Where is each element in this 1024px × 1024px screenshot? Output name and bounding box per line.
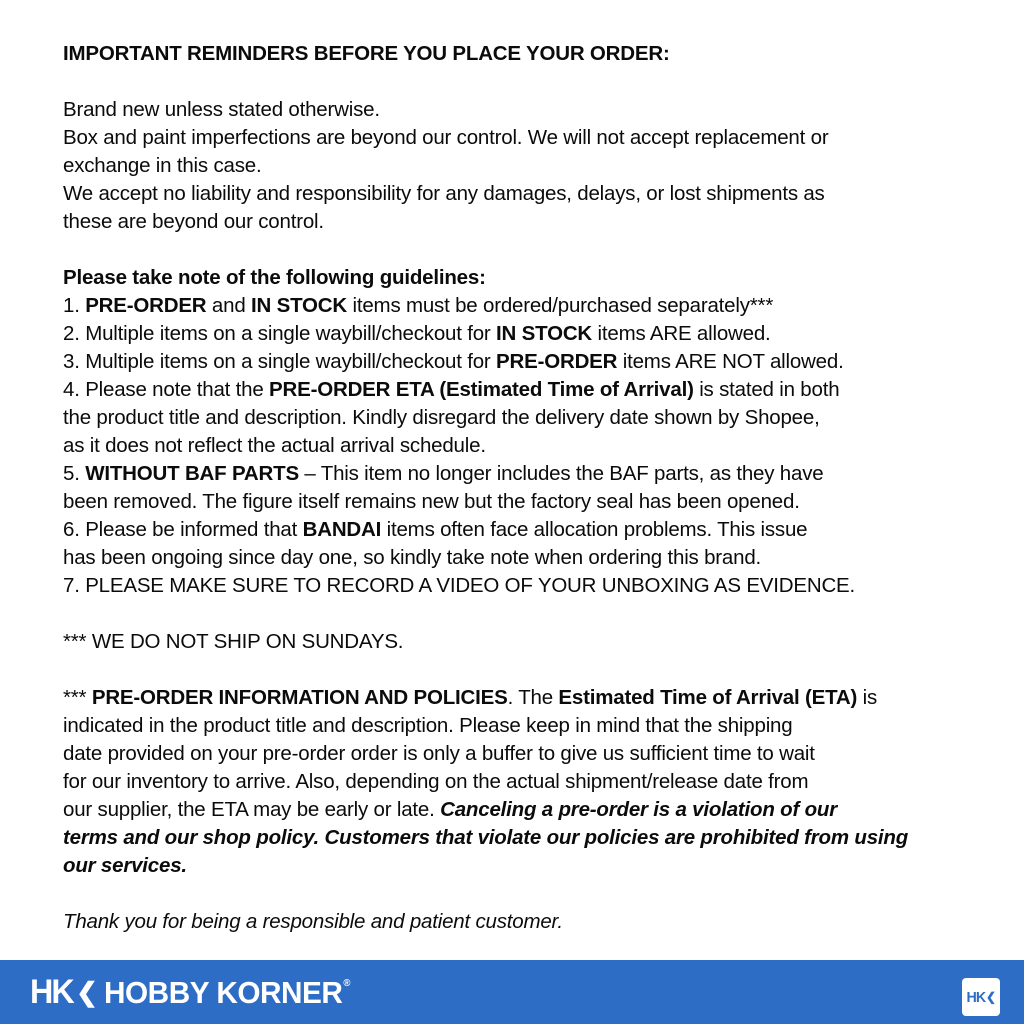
text-line bbox=[63, 292, 980, 320]
text-segment: Canceling a pre-order is a violation of our bbox=[440, 798, 838, 821]
text-line bbox=[63, 908, 980, 936]
text-line bbox=[63, 208, 980, 236]
text-line bbox=[63, 404, 980, 432]
text-segment: been removed. The figure itself remains new but the factory seal has been opened. bbox=[63, 490, 800, 513]
text-segment: has been ongoing since day one, so kindly take note when ordering this brand. bbox=[63, 546, 762, 569]
hobby-korner-logo bbox=[30, 975, 359, 1009]
hk-badge-mark: HK bbox=[966, 988, 986, 1006]
text-segment: 3. Multiple items on a single waybill/checkout for bbox=[63, 350, 497, 373]
text-segment: BANDAI bbox=[302, 518, 382, 541]
text-segment: PRE-ORDER ETA (Estimated Time of Arrival) bbox=[269, 378, 694, 401]
text-segment: WITHOUT BAF PARTS bbox=[85, 462, 299, 485]
text-line bbox=[63, 348, 980, 376]
text-line bbox=[63, 96, 980, 124]
text-segment: and bbox=[206, 294, 252, 317]
text-segment: Brand new unless stated otherwise. bbox=[63, 98, 380, 121]
text-line bbox=[63, 40, 980, 68]
policy-block-preorder-policies bbox=[63, 684, 980, 880]
hk-corner-badge bbox=[962, 978, 1000, 1016]
text-segment: IN STOCK bbox=[496, 322, 593, 345]
text-segment: our supplier, the ETA may be early or late. bbox=[63, 798, 441, 821]
text-segment: items must be ordered/purchased separately*** bbox=[347, 294, 774, 317]
text-line bbox=[63, 516, 980, 544]
text-line bbox=[63, 852, 980, 880]
text-segment: as it does not reflect the actual arrival schedule. bbox=[63, 434, 486, 457]
text-segment: IMPORTANT REMINDERS BEFORE YOU PLACE YOUR ORDER: bbox=[63, 42, 670, 65]
text-segment: Estimated Time of Arrival (ETA) bbox=[558, 686, 858, 709]
text-segment: *** bbox=[63, 686, 92, 709]
text-line bbox=[63, 572, 980, 600]
brand-wordmark-text: HOBBY KORNER bbox=[103, 974, 343, 1010]
text-segment: the product title and description. Kindly disregard the delivery date shown by Shopee, bbox=[63, 406, 820, 429]
text-segment: for our inventory to arrive. Also, depending on the actual shipment/release date from bbox=[63, 770, 809, 793]
text-segment: 1. bbox=[63, 294, 86, 317]
text-line bbox=[63, 740, 980, 768]
text-line bbox=[63, 796, 980, 824]
text-line bbox=[63, 124, 980, 152]
text-segment: IN STOCK bbox=[251, 294, 348, 317]
text-segment: exchange in this case. bbox=[63, 154, 262, 177]
text-segment: Box and paint imperfections are beyond our control. We will not accept replacement or bbox=[63, 126, 829, 149]
policy-block-intro bbox=[63, 96, 980, 236]
text-segment: items ARE NOT allowed. bbox=[617, 350, 844, 373]
text-line bbox=[63, 432, 980, 460]
text-segment: items ARE allowed. bbox=[592, 322, 771, 345]
text-segment: We accept no liability and responsibility for any damages, delays, or lost shipments as bbox=[63, 182, 825, 205]
text-segment: 7. PLEASE MAKE SURE TO RECORD A VIDEO OF YOUR UNBOXING AS EVIDENCE. bbox=[63, 574, 856, 597]
text-line bbox=[63, 460, 980, 488]
text-line bbox=[63, 320, 980, 348]
text-line bbox=[63, 712, 980, 740]
text-segment: . The bbox=[507, 686, 559, 709]
text-segment: Please take note of the following guidelines: bbox=[63, 266, 486, 289]
text-line bbox=[63, 628, 980, 656]
hk-logo-mark: HK bbox=[30, 973, 73, 1011]
text-line bbox=[63, 544, 980, 572]
brand-wordmark bbox=[103, 974, 350, 1010]
policy-block-guidelines bbox=[63, 264, 980, 600]
text-line bbox=[63, 824, 980, 852]
text-line bbox=[63, 152, 980, 180]
text-segment: PRE-ORDER bbox=[496, 350, 618, 373]
text-line bbox=[63, 684, 980, 712]
text-segment: 6. Please be informed that bbox=[63, 518, 303, 541]
left-chevron-icon: ❮ bbox=[986, 990, 997, 1004]
text-segment: these are beyond our control. bbox=[63, 210, 324, 233]
text-segment: *** WE DO NOT SHIP ON SUNDAYS. bbox=[63, 630, 404, 653]
text-segment: is stated in both bbox=[693, 378, 840, 401]
text-segment: 5. bbox=[63, 462, 86, 485]
text-line bbox=[63, 488, 980, 516]
text-segment: Thank you for being a responsible and patient customer. bbox=[63, 910, 563, 933]
text-segment: – This item no longer includes the BAF parts, as they have bbox=[298, 462, 824, 485]
policy-block-thank-you bbox=[63, 908, 980, 936]
text-line bbox=[63, 180, 980, 208]
text-segment: items often face allocation problems. This issue bbox=[381, 518, 808, 541]
text-segment: PRE-ORDER bbox=[85, 294, 207, 317]
policy-text bbox=[63, 40, 980, 936]
registered-trademark-symbol: ® bbox=[343, 977, 350, 989]
text-segment: PRE-ORDER INFORMATION AND POLICIES bbox=[91, 686, 508, 709]
text-segment: 4. Please note that the bbox=[63, 378, 270, 401]
text-segment: is bbox=[857, 686, 878, 709]
text-line bbox=[63, 376, 980, 404]
left-chevron-icon: ❮ bbox=[76, 977, 98, 1007]
text-line bbox=[63, 264, 980, 292]
text-segment: 2. Multiple items on a single waybill/checkout for bbox=[63, 322, 497, 345]
policy-block-sundays-note bbox=[63, 628, 980, 656]
text-segment: our services. bbox=[63, 854, 187, 877]
text-segment: terms and our shop policy. Customers that violate our policies are prohibited from using bbox=[63, 826, 909, 849]
text-segment: date provided on your pre-order order is only a buffer to give us sufficient time to wait bbox=[63, 742, 815, 765]
text-segment: indicated in the product title and description. Please keep in mind that the shipping bbox=[63, 714, 793, 737]
text-line bbox=[63, 768, 980, 796]
policy-block-heading bbox=[63, 40, 980, 68]
footer-bar bbox=[0, 960, 1024, 1024]
